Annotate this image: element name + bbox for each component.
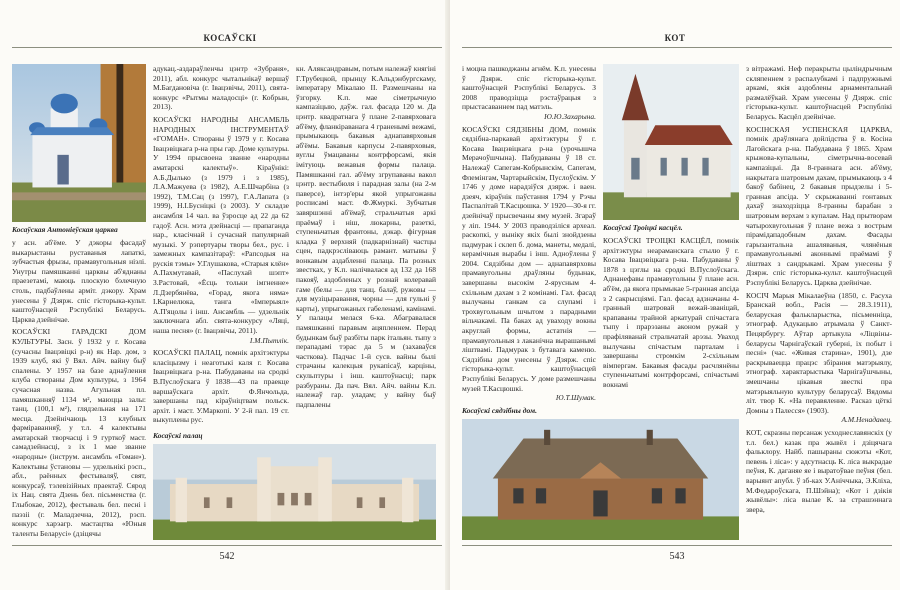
entry-trinity-church: КОСАЎСКІ ТРОІЦКІ КАСЦЁЛ, помнік архітэктуры неараманскага стылю ў г. Косава Івацэвіцкага р-на. Пабудаваны ў 1878 з цэглы на сродкі В.Пуслоўскага. Аднанефавы прамавугольны ў плане асн. аб'ём, да якога прымыкае 5-гранная апсіда з 2 сакрысціямі. Гал. фасад адзначаны 4-гранный шатровай вежай-званіцай, крапаваны трайной аркатурай спічастага тыпу і прарэзаны аконом ружай у прафіляванай стральчатай арэзы. Уваход вылучаны спічастым парталам і завершаны стромкім 2-схільным вімпергам. Бакавыя фасады расчлянёны ступеньчатымі контрфорсамі, спічастымі вокнамі xyxy=(603,236,739,389)
entry-kosich: КОСІЧ Марыя Мікалаеўна (1850, с. Расуха Бранскай вобл., Расія — 28.3.1911), беларуская фалькларыстка, пісьменніца, этнограф. Адукацыю атрымала ў Санкт-Пецярбургу. Аўтар артыкула «Ліцвіны-беларусы Чарнігаўскай губерні, іх побыт і песні» (час. «Живая старина», 1901), дзе раскрываецца працэс збірання матэрыялу, этнограф. характарыстыка Чарнігаўшчыны, змешчаны цікавыя звесткі пра матэрыяльную культуру беларусаў. Вядомы літ. твор К. «На перавяленне. Расказ цёткі Домны з Палесся» (1903). xyxy=(746,290,892,415)
left-column-3 xyxy=(296,64,436,412)
left-column-2 xyxy=(153,64,289,428)
header-rule xyxy=(462,47,892,48)
right-column-2-block xyxy=(603,64,739,393)
entry-kosava-house-of-culture: КОСАЎСКІ ГАРАДСКІ ДОМ КУЛЬТУРЫ. Засн. ў 1932 у г. Косава (сучасны Івацэвіцкі р-н) як Нар. дом, з 1939 клуб, які ў Вял. Айч. вайну быў спалены. У 1957 на базе аднаўлення клуба створаны Дом культуры, з 1964 сучасная назва. Агульная пл. памяшканняў 1134 м², маюцца залы: танц. (100,1 м²), глядзельная на 171 месца. Дзейнічаюць 13 клубных фарміраванняў, у т.л. 4 калектывы аматарскай творчасці і 9 гурткоў маст. самадзейнасці, з іх 1 мае званне «народны» (інструм. ансамбль «Гоман»). Калектывы ўстановы — удзельнікі рэсп., абл., раённых фестываляў, свят, конкурсаў, тэлевізійных праектаў. Сярод іх Нац. свята Дзень бел. пісьменства (г. Глыбокае, 2012), фестываль бел. песні і паэзіі (г. Маладзечна, 2012), рэсп. конкурс харэагр. мастацтва «Юныя таленты Беларусі» (дзіцячы xyxy=(12,327,146,538)
entry-homan-ensemble: КОСАЎСКІ НАРОДНЫ АНСАМБЛЬ НАРОДНЫХ ІНСТРУМЕНТАЎ «ГОМАН». Створаны ў 1979 у г. Косава Івацэвіцкага р-на пры гар. Доме культуры. У 1994 прысвоена званне «народны аматарскі калектыў». Кіраўнікі: А.Б.Дылько (з 1979 і з 1985), Л.А.Мажуева (з 1982), А.Е.Шчарбіна (з 1992), Т.М.Сац (з 1997), Г.А.Лапата (з 1999), Н.І.Бусніцкі (з 2003). У складзе ансамбля 14 чал. ва ўзросце ад 22 да 62 гадоў. Асн. мэта дзейнасці — прапаганда нар., класічнай і сучаснай папулярнай музыкі. У рэпертуары творы бел., рус. і замежных кампазітараў: «Рапсодыя на рускія тэмы» У.Глушакова, «Старыя клён» А.Пахмутавай, «Паслухай шэпт» З.Растовай, «Ёсць тольки імгненне» Л.Дзербянёва, «Горад, якога няма» І.Карнелюка, танга «Імперыял» А.П'яцолы і інш. Ансамбль — удзельнік заключнага абл. свята-конкурсу «Ляці, наша песня» (г. Івацэвічы, 2011). xyxy=(153,114,289,336)
paragraph: у асн. аб'ёме. У дэкоры фасадаў выкарыстаны руставаныя лапаткі, зубчастыя фрызы, прамавугольныя ніэлі. Унутры памяшканні царквы аб'яднаны праезетамі, маюць плоскую бэлечную столь, падбаўлены арміт. дэкору. Храм унесены ў Дзярж. спіс гісторыка-культ. каштоўнасцей Рэспублікі Беларусь. Царква дзейнічае. xyxy=(12,238,146,324)
right-column-2 xyxy=(603,236,739,390)
author-signature: Ю.Т.Шумак. xyxy=(555,393,596,403)
left-column-1 xyxy=(12,238,146,541)
page-number: 543 xyxy=(669,551,685,562)
running-head: КОСАЎСКІ xyxy=(203,33,257,43)
running-head: КОТ xyxy=(664,33,686,43)
right-columns-row xyxy=(462,64,739,403)
page-number: 542 xyxy=(219,551,235,562)
author-signature: І.М.Пытлік. xyxy=(249,335,289,345)
right-column-3-block xyxy=(746,64,892,517)
right-page xyxy=(450,0,900,590)
header-rule xyxy=(12,47,442,48)
left-columns-row xyxy=(153,64,436,428)
paragraph: з вітражамі. Неф перакрыты цыліндрычным скляпеннем з распалубкамі і падпружнымі аркамі, якія аздоблены арнаментальнай размалёўкай. Храм унесены ў Дзярж. спіс гісторыка-культ. каштоўнасцей Рэспублікі Беларусь. Касцёл дзейнічае. xyxy=(746,64,892,121)
manor-house-photo xyxy=(462,419,739,540)
paragraph: кн. Аляксандравым, потым належаў княгіні Г.Трубецкой, прынцу К.Альдэнбургскаму, імператару Мікалаю ІІ. Размешчаны на ўзгорку. К.п. мае сіметрычную кампазіцыю, даўж. гал. фасада 120 м. Да цэнтр. квадратнага ў плане 2-павярховага аб'ёму, фланкіраванага 4 граненымі вежамі, прымыкаюць бакавыя аднапавярховыя аб'ёмы. Бакавыя карпусы 2-павярховыя, вуглы ўмацаваны контрфорсамі, якія імітуюць вежавыя формы палаца. Памяшканні гал. аб'ёму згрупаваны вакол цэнтр. вестыбюля і парадная залы (на 2-м паверсе), інтэр'еры якой упрыгожаны росписамі маст. Ф.Жмуркі. Зубчатыя завяршэнні аб'ёмаў, стральчатыя аркі праёмаў і ніш, люкарны, разеткі, ступеньчатыя франтоны, дэкар. фігурная кладка ў верхняй (падкарнізнай) частцы сцен, падкрэсліваюць рамант. матывы ў вонкавым аздабленні палаца. Па розных звестках, у К.п. налічвалася ад 132 да 168 пакояў, аздобленых у рознай колеравай гаме (белы — для танц. балаў, ружовы — для музіцыравання, чорны — для гульні ў карты), упрыгожаных габеленамі, камінамі. У палацы мелася 6-ка. Абагравалася памяшканні паравым ацяпленнем. Перад будынкам быў разбіты парк італьян. тыпу з перападамі тэрас да 5 м (захаваўся часткова). Падчас 1-й сусв. вайны былі страчаны калекцыя рукапісаў, карціны, скульптуры і інш. каштоўнасці; парк разбураны. Да пач. Вял. Айч. вайны К.п. належаў гар. уладам; у вайну быў падпалены xyxy=(296,64,436,409)
right-columns-1-2-block xyxy=(462,64,739,540)
paragraph: і моцна пашкоджаны агнём. К.п. унесены ў Дзярж. спіс гісторыка-культ. каштоўнасцей Рэспублікі Беларусь. З 2008 праводзіцца рэстаўрацыя з прыстасаваннем пад матэль. xyxy=(462,64,596,112)
palace-photo xyxy=(153,444,436,540)
trinity-church-photo xyxy=(603,64,739,220)
entry-kosava-manor-house: КОСАЎСКІ СЯДЗІБНЫ ДОМ, помнік сядзібна-паркавай архітэктуры ў г. Косава Івацэвіцкага р-на (урочышча Мерачоўшчына). Пабудаваны ў 18 ст. Належаў Сапегам-Кобрынскім, Сапегам, Флемінгам, Чартарыйскім, Пуслоўскім. У 1746 у доме нарадзіўся дзярж. і ваен. дзеяч, кіраўнік паўстання 1794 у Рэчы Паспалітай Т.Касцюшка. У 1920—30-я гг. дзейнічаў прысвечаны яму музей. Згараў у ліп. 1944. У 2003 праводзіліся археал. раскопкі, у выніку якіх былі знойдзены падмурак і склеп б. дома, манеты, медалі, керамічныя вырабы і інш. Адноўлены ў 2004. Сядзібны дом — аднапавярховы прамавугольны драўляны будынак, завершаны высокім 2-ярусным 4-схільным дахам з 2 комінамі. Гал. фасад вылучаны ганкам са слупамі і трохвугольным шчытом з парадными вільчакамі. Па баках ад уваходу вокны акруглай формы, астатнія — прамавугольныя з лаканічна вырашанымі ліштвамі. Падмурак з бутавага каменю. Сядзібны дом унесены ў Дзярж. спіс гісторыка-культ. каштоўнасцей Рэспублікі Беларусь. У доме размешчаны музей Т.Касцюшкі. xyxy=(462,124,596,393)
right-column-3 xyxy=(746,64,892,517)
entry-kot: КОТ, скразны персанаж усходнеславянскіх (у т.л. бел.) казак пра жывёл і дзіцячага фальклору. Найб. пашыраны сюжэты «Кот, певень і ліса»: у адсутнасць К. ліса выкрадае пеўня, К. даганяе яе і выратоўвае пеўня (бел. варыянт апубл. ў зб-ках У.Аніччыка, Э.Кліха, М.Федароўскага, П.Шэйна); «Кот і дзікія жывёлы»: ліса вылае К. за страшэннага звера, xyxy=(746,427,892,514)
left-column-1-block xyxy=(12,64,146,541)
church-caption: Косаўская Антоніеўская царква xyxy=(12,225,118,234)
paragraph: адукац.-аздараўленчы цэнтр «Зубраня», 2011), абл. конкурс чытальнікаў вершаў М.Багдановіча (г. Івацэвічы, 2011), свята-конкурс «Рытмы маладосці» (г. Кобрын, 2013). xyxy=(153,64,289,112)
author-signature: Ю.Ю.Захарына. xyxy=(544,111,596,121)
entry-kosava-palace: КОСАЎСКІ ПАЛАЦ, помнік архітэктуры класіцызму і неаготыкі каля г. Косава Івацэвіцкага р-на. Пабудаваны на сродкі В.Пуслоўскага ў 1838—43 па праекце варшаўскага архіт. Ф.Янчольда, завершаны пад кіраўніцтвам польск. архіт. і маст. У.Маркопі. У 2-й пал. 19 ст. выкуплены рус. xyxy=(153,348,289,425)
church-photo xyxy=(12,64,146,222)
author-signature: А.М.Ненадавец. xyxy=(841,415,892,425)
left-columns-2-3-block xyxy=(153,64,436,540)
trinity-church-caption: Косаўскі Троіцкі касцёл. xyxy=(603,223,683,232)
right-column-1 xyxy=(462,64,596,403)
palace-caption: Косаўскі палац xyxy=(153,430,203,440)
footer-rule xyxy=(12,545,442,546)
footer-rule xyxy=(462,545,892,546)
entry-kosina-church: КОСІНСКАЯ УСПЕНСКАЯ ЦАРКВА, помнік драўлянага дойлідства ў в. Косіна Лагойскага р-на. Пабудавана ў 1865. Храм крыжова-купальны, сіметрычна-восевай кампазіцыі. Да 8-граннага асн. аб'ёму, накрытага шатровым дахам, прымыкаюць з 4 бакоў бабінец, 2 бакавыя прыдзелы і 5-гранная апсіда. У скрыжаванні гонтавых дахаў знаходзіцца 8-гранны барабан з шатровым верхам з купалам. Над прытворам чатырохвугольная ў плане вежа з вострым пірамідападобным дахам. Фасады гарызантальна ашаляваныя, члянёныя прамавугольнымі аконнымі праёмамі ў ліштвах з сандрыкамі. Храм унесены ў Дзярж. спіс гісторыка-культ. каштоўнасцей Рэспублікі Беларусь. Царква дзейнічае. xyxy=(746,124,892,288)
manor-caption: Косаўскі сядзібны дом. xyxy=(462,405,537,415)
